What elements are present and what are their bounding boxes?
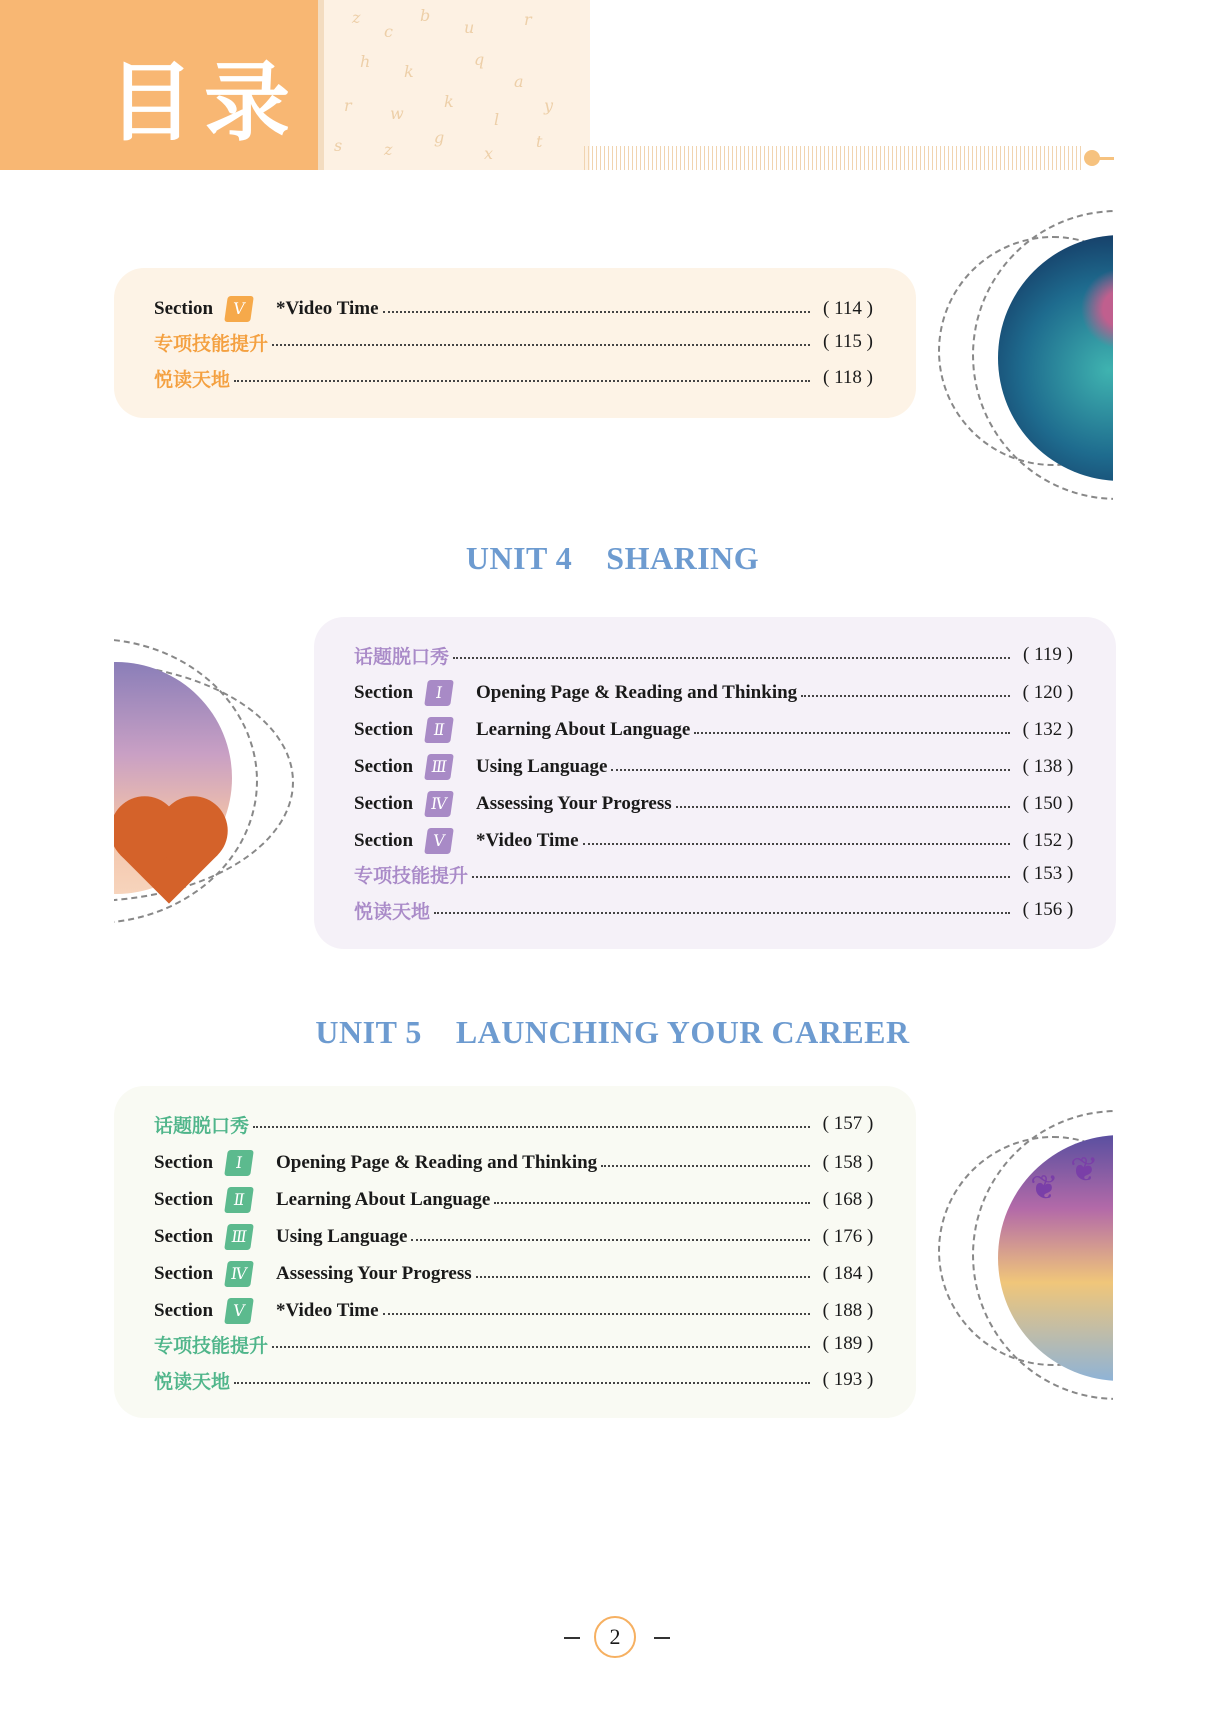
section-numeral-badge: Ⅲ <box>224 1224 254 1250</box>
entry-title: Assessing Your Progress <box>476 793 672 814</box>
page-ref: ( 168 ) <box>822 1189 874 1210</box>
section-label: Section <box>154 1189 214 1210</box>
toc-entry[interactable] <box>154 1146 876 1180</box>
page-ref: ( 153 ) <box>1022 863 1074 884</box>
unit5-heading <box>0 1014 1225 1051</box>
entry-title-cn: 专项技能提升 <box>154 332 269 355</box>
dot-leader <box>453 657 1010 659</box>
toc-entry[interactable] <box>154 1327 876 1361</box>
section-label: Section <box>154 1263 214 1284</box>
toc-entry[interactable] <box>154 1257 876 1291</box>
page-ref: ( 115 ) <box>823 331 873 352</box>
entry-title: Using Language <box>276 1226 408 1247</box>
unit-title: SHARING <box>606 540 760 576</box>
page-ref: ( 157 ) <box>822 1113 874 1134</box>
toc-entry[interactable] <box>354 713 1076 747</box>
page-ref: ( 120 ) <box>1022 682 1074 703</box>
toc-entry[interactable] <box>154 1363 876 1397</box>
dot-leader <box>694 732 1010 734</box>
page-ref: ( 150 ) <box>1022 793 1074 814</box>
section-label: Section <box>354 756 414 777</box>
page-ref: ( 158 ) <box>822 1152 874 1173</box>
entry-title: Opening Page & Reading and Thinking <box>476 682 798 703</box>
section-label: Section <box>354 682 414 703</box>
page-ref: ( 193 ) <box>822 1369 874 1390</box>
unit-title: LAUNCHING YOUR CAREER <box>455 1014 910 1050</box>
page-number: 2 <box>594 1616 636 1658</box>
section-label: Section <box>154 1152 214 1173</box>
page-ref: ( 152 ) <box>1022 830 1074 851</box>
dot-leader <box>476 1276 810 1278</box>
section-numeral-badge: Ⅱ <box>224 1187 254 1213</box>
toc-entry[interactable] <box>354 857 1076 891</box>
page-ref: ( 189 ) <box>822 1333 874 1354</box>
dot-leader <box>411 1239 810 1241</box>
section-numeral-badge: Ⅴ <box>224 1298 254 1324</box>
section-label: Section <box>354 793 414 814</box>
page-ref: ( 184 ) <box>822 1263 874 1284</box>
dot-leader <box>234 1382 810 1384</box>
page-ref: ( 188 ) <box>822 1300 874 1321</box>
section-numeral-badge: Ⅳ <box>424 791 454 817</box>
entry-title-cn: 话题脱口秀 <box>354 645 450 668</box>
section-label: Section <box>154 1300 214 1321</box>
entry-title: Opening Page & Reading and Thinking <box>276 1152 598 1173</box>
entry-title-cn: 悦读天地 <box>154 1370 231 1393</box>
dot-leader <box>234 380 810 382</box>
toc-entry[interactable] <box>154 292 876 326</box>
dot-leader <box>611 769 1010 771</box>
butterfly-icon: ❦ <box>1070 1150 1099 1190</box>
toc-entry[interactable] <box>354 750 1076 784</box>
dot-leader <box>583 843 1010 845</box>
page-ref: ( 176 ) <box>822 1226 874 1247</box>
toc-entry[interactable] <box>154 1220 876 1254</box>
page-ref: ( 132 ) <box>1022 719 1074 740</box>
dot-leader <box>383 1313 810 1315</box>
entry-title: Using Language <box>476 756 608 777</box>
section-numeral-badge: Ⅴ <box>424 828 454 854</box>
header-dot-line <box>1098 157 1114 160</box>
toc-entry[interactable] <box>354 676 1076 710</box>
dot-leader <box>601 1165 810 1167</box>
butterfly-icon: ❦ <box>1030 1168 1059 1208</box>
dot-leader <box>272 1346 810 1348</box>
entry-title: *Video Time <box>276 1300 379 1321</box>
section-label: Section <box>354 830 414 851</box>
entry-title: Assessing Your Progress <box>276 1263 472 1284</box>
toc-entry[interactable] <box>354 824 1076 858</box>
toc-entry[interactable] <box>154 1183 876 1217</box>
entry-title-cn: 专项技能提升 <box>354 864 469 887</box>
page-ref: ( 119 ) <box>1023 644 1073 665</box>
section-label: Section <box>154 298 214 319</box>
entry-title: Learning About Language <box>276 1189 491 1210</box>
section-numeral-badge: Ⅰ <box>224 1150 254 1176</box>
toc-entry[interactable] <box>154 1107 876 1141</box>
toc-entry[interactable] <box>154 325 876 359</box>
dot-leader <box>801 695 1010 697</box>
section-numeral-badge: Ⅱ <box>424 717 454 743</box>
unit4-heading <box>0 540 1225 577</box>
entry-title: *Video Time <box>476 830 579 851</box>
entry-title-cn: 专项技能提升 <box>154 1334 269 1357</box>
section-label: Section <box>354 719 414 740</box>
page-number-dash-left <box>564 1637 580 1639</box>
toc-entry[interactable] <box>354 638 1076 672</box>
entry-title-cn: 悦读天地 <box>154 368 231 391</box>
dot-leader <box>676 806 1010 808</box>
page-ref: ( 118 ) <box>823 367 873 388</box>
entry-title: Learning About Language <box>476 719 691 740</box>
page-ref: ( 138 ) <box>1022 756 1074 777</box>
dot-leader <box>272 344 810 346</box>
dot-leader <box>434 912 1010 914</box>
section-numeral-badge: Ⅴ <box>224 296 254 322</box>
toc-entry[interactable] <box>154 361 876 395</box>
page-number-dash-right <box>654 1637 670 1639</box>
entry-title: *Video Time <box>276 298 379 319</box>
unit-number: UNIT 4 <box>465 540 573 576</box>
unit-number: UNIT 5 <box>315 1014 422 1050</box>
section-label: Section <box>154 1226 214 1247</box>
dot-leader <box>383 311 810 313</box>
entry-title-cn: 悦读天地 <box>354 900 431 923</box>
header-letter-pattern: z c b u r h k q a r w k l y s z g x t <box>318 0 590 170</box>
dot-leader <box>472 876 1010 878</box>
section-numeral-badge: Ⅰ <box>424 680 454 706</box>
section-numeral-badge: Ⅳ <box>224 1261 254 1287</box>
page-ref: ( 156 ) <box>1022 899 1074 920</box>
page-title: 目录 <box>108 53 300 153</box>
header-stripes <box>584 146 1084 170</box>
toc-entry[interactable] <box>354 787 1076 821</box>
toc-entry[interactable] <box>154 1294 876 1328</box>
dot-leader <box>253 1126 810 1128</box>
entry-title-cn: 话题脱口秀 <box>154 1114 250 1137</box>
page-ref: ( 114 ) <box>823 298 873 319</box>
toc-entry[interactable] <box>354 893 1076 927</box>
dot-leader <box>494 1202 810 1204</box>
section-numeral-badge: Ⅲ <box>424 754 454 780</box>
